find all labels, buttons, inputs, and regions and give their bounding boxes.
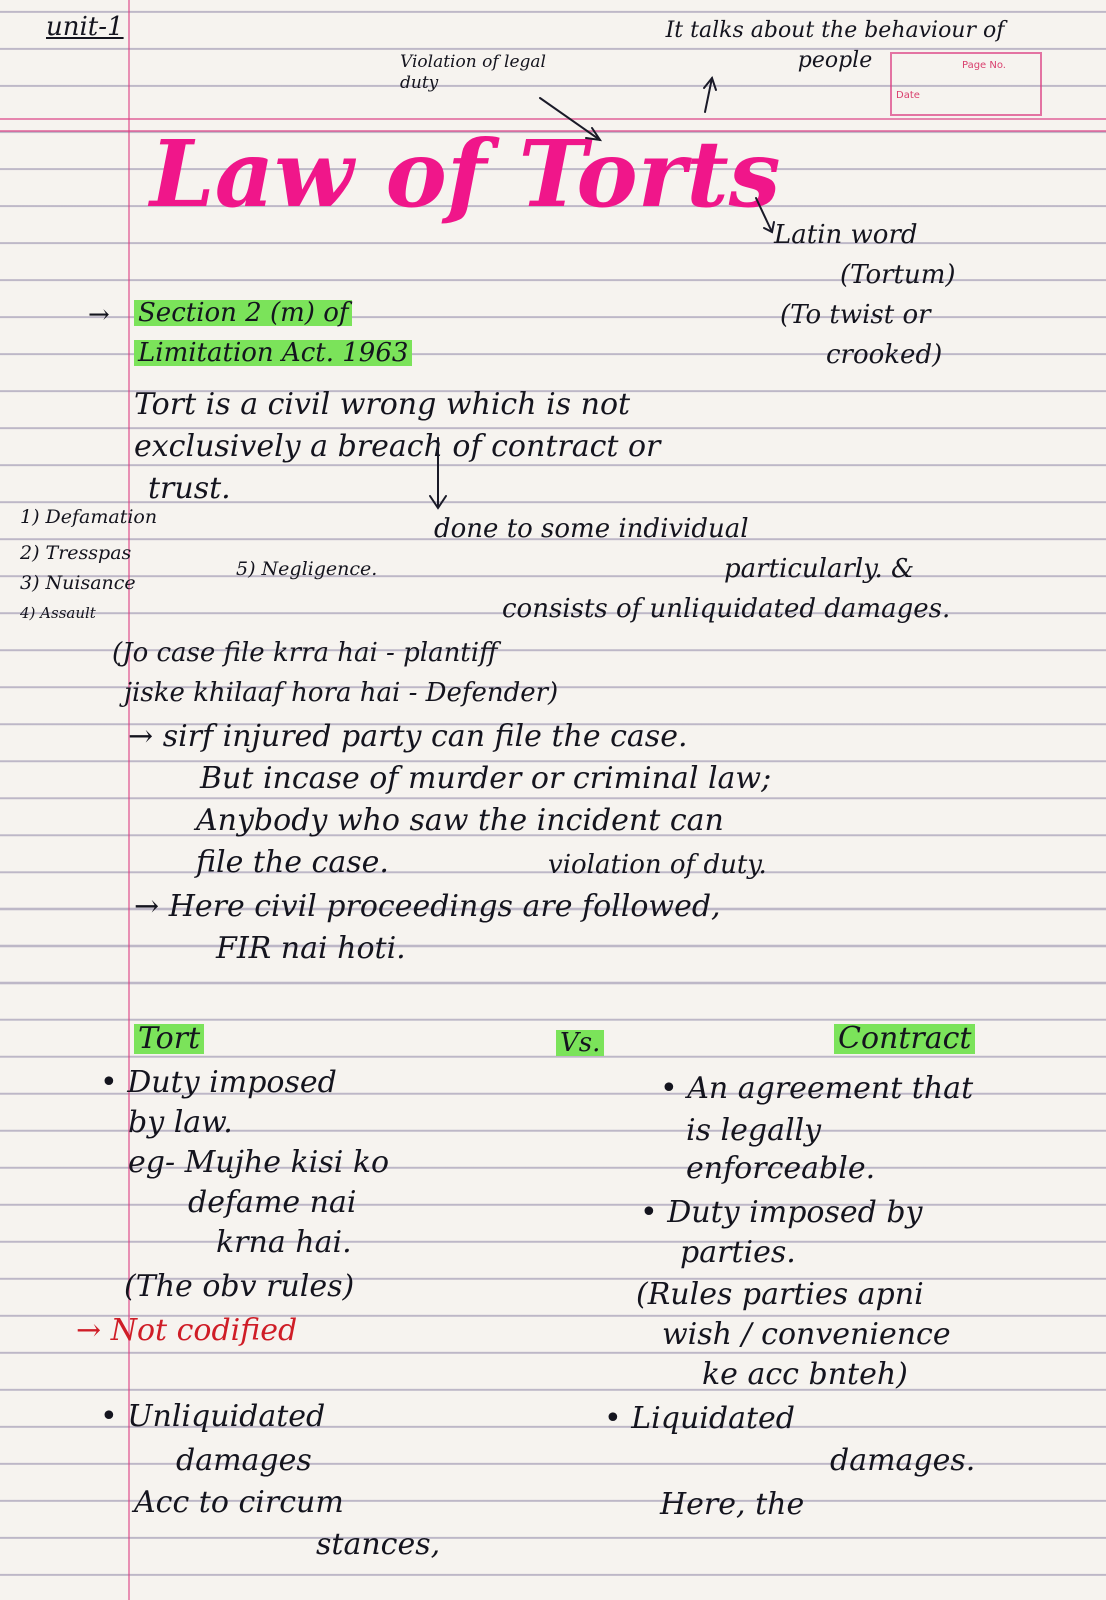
note-civil-proceedings-text: Here civil proceedings are followed,: [168, 889, 721, 924]
note-file-case: file the case.: [196, 845, 389, 880]
unit-label: unit-1: [46, 12, 124, 42]
definition-line-4: done to some individual: [434, 514, 749, 544]
arrow-latin-icon: [756, 198, 772, 232]
tort-circumstances-2: stances,: [316, 1527, 441, 1562]
page-title: Law of Torts: [150, 120, 781, 228]
tort-point-1b: by law.: [128, 1105, 233, 1140]
note-defender: jiske khilaaf hora hai - Defender): [124, 678, 559, 708]
date-label: Date: [896, 90, 920, 101]
compare-head-tort: Tort: [134, 1024, 204, 1054]
contract-rules-1: (Rules parties apni: [636, 1277, 924, 1312]
definition-line-5: particularly. &: [724, 554, 915, 584]
note-violation-duty: violation of duty.: [548, 850, 767, 880]
type-defamation: 1) Defamation: [20, 506, 158, 528]
tort-not-codified: → Not codified: [76, 1313, 298, 1348]
tort-not-codified-text: Not codified: [110, 1313, 298, 1348]
type-assault: 4) Assault: [20, 604, 96, 622]
tort-example-3: krna hai.: [216, 1225, 352, 1260]
definition-line-1: Tort is a civil wrong which is not: [134, 387, 631, 422]
arrow-section: →: [88, 300, 110, 330]
section-line-1: Section 2 (m) of: [134, 300, 352, 326]
definition-line-2: exclusively a breach of contract or: [134, 429, 661, 464]
tort-obv-rules: (The obv rules): [124, 1269, 355, 1304]
type-nuisance: 3) Nuisance: [20, 572, 136, 594]
tort-point-1: • Duty imposed: [100, 1065, 337, 1100]
type-trespass: 2) Tresspas: [20, 542, 132, 564]
note-criminal: But incase of murder or criminal law;: [200, 761, 772, 796]
violation-annotation: Violation of legal duty: [400, 52, 546, 94]
tort-example-2: defame nai: [188, 1185, 357, 1220]
definition-line-3: trust.: [148, 471, 231, 506]
latin-tortum: (Tortum): [840, 260, 956, 290]
latin-word-label: Latin word: [774, 220, 918, 250]
definition-line-6: consists of unliquidated damages.: [502, 594, 951, 624]
compare-vs: Vs.: [556, 1030, 604, 1056]
note-fir: FIR nai hoti.: [216, 931, 406, 966]
note-civil-proceedings: → Here civil proceedings are followed,: [134, 889, 721, 924]
note-plaintiff: (Jo case file krra hai - plantiff: [112, 638, 498, 668]
contract-point-3: • Liquidated: [604, 1401, 795, 1436]
tort-circumstances: Acc to circum: [134, 1485, 344, 1520]
tort-point-2b: damages: [176, 1443, 312, 1478]
contract-point-3b: damages.: [830, 1443, 976, 1478]
contract-point-2b: parties.: [680, 1235, 796, 1270]
tort-point-2: • Unliquidated: [100, 1399, 326, 1434]
contract-rules-2: wish / convenience: [662, 1317, 951, 1352]
contract-point-1b: is legally: [686, 1113, 822, 1148]
arrow-violation-icon: [540, 98, 600, 140]
note-anybody: Anybody who saw the incident can: [196, 803, 724, 838]
section-line-2: Limitation Act. 1963: [134, 340, 412, 366]
contract-point-1c: enforceable.: [686, 1151, 876, 1186]
compare-head-contract: Contract: [834, 1024, 975, 1054]
page-no-label: Page No.: [962, 60, 1006, 71]
note-injured-party: → sirf injured party can file the case.: [128, 719, 688, 754]
tort-example-1: eg- Mujhe kisi ko: [128, 1145, 390, 1180]
contract-point-1: • An agreement that: [660, 1071, 974, 1106]
latin-meaning-1: (To twist or: [780, 300, 931, 330]
contract-rules-3: ke acc bnteh): [702, 1357, 908, 1392]
contract-here-the: Here, the: [660, 1487, 805, 1522]
type-negligence: 5) Negligence.: [236, 558, 378, 580]
contract-point-2: • Duty imposed by: [640, 1195, 923, 1230]
note-injured-party-text: sirf injured party can file the case.: [162, 719, 688, 754]
latin-meaning-2: crooked): [826, 340, 943, 370]
behaviour-annotation: It talks about the behaviour of people: [665, 18, 1005, 73]
